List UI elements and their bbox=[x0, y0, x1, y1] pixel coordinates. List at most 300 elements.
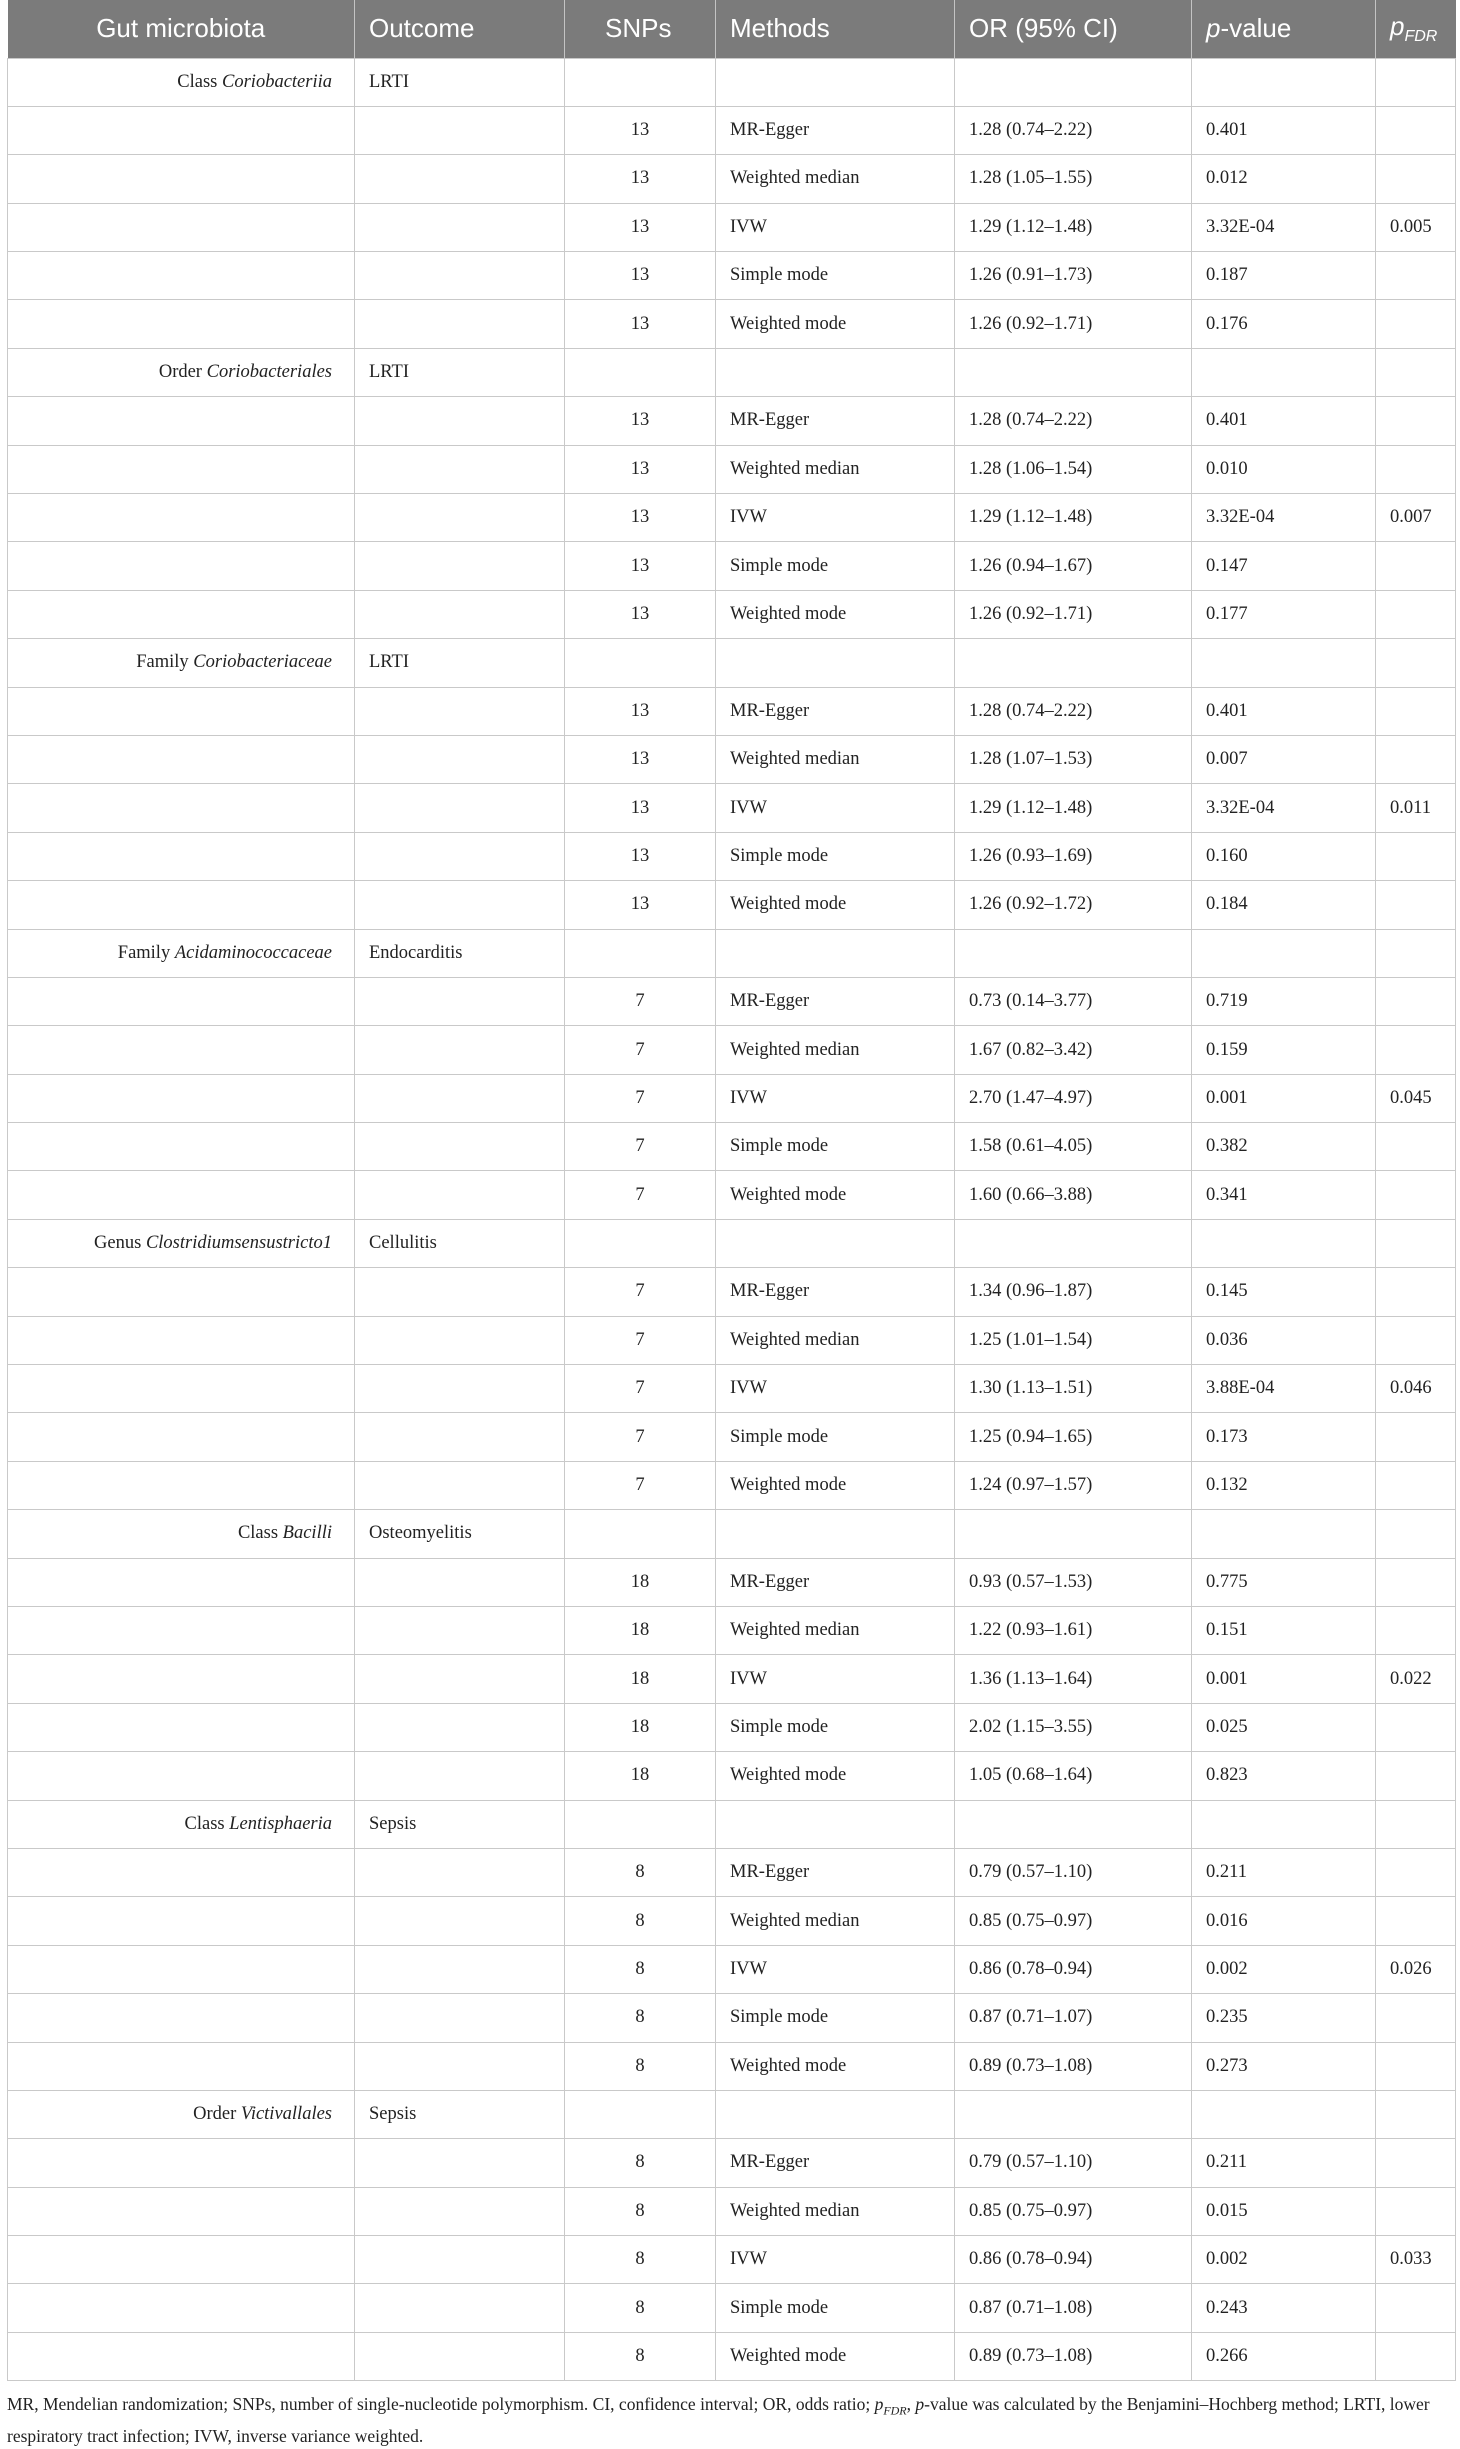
group-header-row bbox=[8, 1800, 1456, 1848]
taxon-name: Lentisphaeria bbox=[229, 1813, 332, 1834]
empty-cell bbox=[8, 2139, 355, 2187]
method-cell: IVW bbox=[716, 784, 955, 832]
pfdr-cell bbox=[1376, 252, 1456, 300]
empty-cell bbox=[8, 977, 355, 1025]
pfdr-cell bbox=[1376, 155, 1456, 203]
taxon-cell bbox=[8, 1510, 355, 1558]
table-row bbox=[8, 590, 1456, 638]
empty-cell bbox=[716, 58, 955, 106]
p-value-cell: 0.002 bbox=[1192, 2236, 1376, 2284]
empty-cell bbox=[355, 2139, 565, 2187]
group-header-row bbox=[8, 348, 1456, 396]
or-ci-cell: 1.25 (1.01–1.54) bbox=[955, 1316, 1192, 1364]
header-methods: Methods bbox=[716, 0, 955, 58]
empty-cell bbox=[8, 1171, 355, 1219]
method-cell: Weighted mode bbox=[716, 1752, 955, 1800]
empty-cell bbox=[8, 735, 355, 783]
mr-results-table bbox=[7, 0, 1456, 2381]
empty-cell bbox=[1192, 58, 1376, 106]
method-cell: MR-Egger bbox=[716, 1268, 955, 1316]
empty-cell bbox=[355, 1026, 565, 1074]
empty-cell bbox=[355, 735, 565, 783]
snps-cell: 13 bbox=[565, 494, 716, 542]
empty-cell bbox=[8, 203, 355, 251]
empty-cell bbox=[8, 1752, 355, 1800]
method-cell: Simple mode bbox=[716, 252, 955, 300]
snps-cell: 8 bbox=[565, 2187, 716, 2235]
p-value-cell: 0.159 bbox=[1192, 1026, 1376, 1074]
empty-cell bbox=[355, 106, 565, 154]
p-value-cell: 0.719 bbox=[1192, 977, 1376, 1025]
table-row bbox=[8, 1897, 1456, 1945]
empty-cell bbox=[565, 2090, 716, 2138]
method-cell: MR-Egger bbox=[716, 1558, 955, 1606]
pfdr-cell: 0.026 bbox=[1376, 1945, 1456, 1993]
or-ci-cell: 1.26 (0.92–1.71) bbox=[955, 300, 1192, 348]
pfdr-cell bbox=[1376, 106, 1456, 154]
empty-cell bbox=[8, 1123, 355, 1171]
empty-cell bbox=[8, 2236, 355, 2284]
empty-cell bbox=[716, 2090, 955, 2138]
p-value-cell: 0.211 bbox=[1192, 2139, 1376, 2187]
empty-cell bbox=[355, 977, 565, 1025]
snps-cell: 13 bbox=[565, 397, 716, 445]
results-table-container bbox=[7, 0, 1455, 2381]
empty-cell bbox=[565, 1800, 716, 1848]
empty-cell bbox=[8, 1994, 355, 2042]
method-cell: Simple mode bbox=[716, 2284, 955, 2332]
pfdr-cell bbox=[1376, 2187, 1456, 2235]
method-cell: Weighted mode bbox=[716, 1171, 955, 1219]
taxon-cell bbox=[8, 639, 355, 687]
table-row bbox=[8, 1945, 1456, 1993]
p-value-cell: 0.184 bbox=[1192, 881, 1376, 929]
empty-cell bbox=[355, 832, 565, 880]
p-value-cell: 0.775 bbox=[1192, 1558, 1376, 1606]
method-cell: Weighted median bbox=[716, 2187, 955, 2235]
method-cell: Weighted median bbox=[716, 155, 955, 203]
snps-cell: 13 bbox=[565, 590, 716, 638]
empty-cell bbox=[355, 1365, 565, 1413]
snps-cell: 13 bbox=[565, 735, 716, 783]
snps-cell: 7 bbox=[565, 1123, 716, 1171]
or-ci-cell: 0.73 (0.14–3.77) bbox=[955, 977, 1192, 1025]
or-ci-cell: 1.30 (1.13–1.51) bbox=[955, 1365, 1192, 1413]
group-header-row bbox=[8, 639, 1456, 687]
or-ci-cell: 0.89 (0.73–1.08) bbox=[955, 2332, 1192, 2380]
taxon-name: Victivallales bbox=[240, 2104, 332, 2125]
or-ci-cell: 1.28 (0.74–2.22) bbox=[955, 397, 1192, 445]
p-value-cell: 0.173 bbox=[1192, 1413, 1376, 1461]
group-header-row bbox=[8, 929, 1456, 977]
table-row bbox=[8, 1703, 1456, 1751]
empty-cell bbox=[716, 1510, 955, 1558]
empty-cell bbox=[955, 1800, 1192, 1848]
p-value-cell: 0.025 bbox=[1192, 1703, 1376, 1751]
table-row bbox=[8, 881, 1456, 929]
or-ci-cell: 1.26 (0.91–1.73) bbox=[955, 252, 1192, 300]
snps-cell: 7 bbox=[565, 1026, 716, 1074]
method-cell: Weighted mode bbox=[716, 881, 955, 929]
empty-cell bbox=[355, 1123, 565, 1171]
or-ci-cell: 1.26 (0.94–1.67) bbox=[955, 542, 1192, 590]
or-ci-cell: 0.87 (0.71–1.07) bbox=[955, 1994, 1192, 2042]
empty-cell bbox=[8, 1461, 355, 1509]
empty-cell bbox=[355, 2236, 565, 2284]
empty-cell bbox=[716, 1219, 955, 1267]
method-cell: Simple mode bbox=[716, 1123, 955, 1171]
empty-cell bbox=[8, 1558, 355, 1606]
p-value-cell: 0.266 bbox=[1192, 2332, 1376, 2380]
or-ci-cell: 0.89 (0.73–1.08) bbox=[955, 2042, 1192, 2090]
outcome-cell: Endocarditis bbox=[355, 929, 565, 977]
or-ci-cell: 0.93 (0.57–1.53) bbox=[955, 1558, 1192, 1606]
table-row bbox=[8, 735, 1456, 783]
header-outcome: Outcome bbox=[355, 0, 565, 58]
or-ci-cell: 1.34 (0.96–1.87) bbox=[955, 1268, 1192, 1316]
p-value-cell: 0.007 bbox=[1192, 735, 1376, 783]
snps-cell: 8 bbox=[565, 2284, 716, 2332]
method-cell: Weighted median bbox=[716, 1607, 955, 1655]
method-cell: IVW bbox=[716, 1074, 955, 1122]
empty-cell bbox=[355, 1461, 565, 1509]
method-cell: IVW bbox=[716, 1945, 955, 1993]
pfdr-cell bbox=[1376, 1994, 1456, 2042]
outcome-cell: Cellulitis bbox=[355, 1219, 565, 1267]
p-value-cell: 0.341 bbox=[1192, 1171, 1376, 1219]
empty-cell bbox=[8, 252, 355, 300]
method-cell: Weighted median bbox=[716, 1026, 955, 1074]
empty-cell bbox=[8, 1945, 355, 1993]
or-ci-cell: 1.36 (1.13–1.64) bbox=[955, 1655, 1192, 1703]
table-row bbox=[8, 252, 1456, 300]
table-row bbox=[8, 1461, 1456, 1509]
taxon-rank: Order bbox=[158, 362, 202, 383]
snps-cell: 13 bbox=[565, 106, 716, 154]
empty-cell bbox=[1376, 639, 1456, 687]
snps-cell: 13 bbox=[565, 252, 716, 300]
empty-cell bbox=[355, 1897, 565, 1945]
pfdr-cell: 0.022 bbox=[1376, 1655, 1456, 1703]
taxon-rank: Genus bbox=[94, 1233, 142, 1254]
empty-cell bbox=[955, 348, 1192, 396]
snps-cell: 8 bbox=[565, 2332, 716, 2380]
snps-cell: 7 bbox=[565, 1171, 716, 1219]
taxon-cell bbox=[8, 929, 355, 977]
snps-cell: 13 bbox=[565, 784, 716, 832]
empty-cell bbox=[8, 1655, 355, 1703]
table-row bbox=[8, 1365, 1456, 1413]
taxon-cell bbox=[8, 58, 355, 106]
pfdr-cell bbox=[1376, 542, 1456, 590]
group-header-row bbox=[8, 1510, 1456, 1558]
table-row bbox=[8, 977, 1456, 1025]
snps-cell: 8 bbox=[565, 2139, 716, 2187]
empty-cell bbox=[1192, 639, 1376, 687]
pfdr-cell bbox=[1376, 445, 1456, 493]
empty-cell bbox=[355, 2042, 565, 2090]
snps-cell: 8 bbox=[565, 1897, 716, 1945]
header-snps: SNPs bbox=[565, 0, 716, 58]
p-value-cell: 0.016 bbox=[1192, 1897, 1376, 1945]
snps-cell: 7 bbox=[565, 1413, 716, 1461]
p-value-cell: 0.001 bbox=[1192, 1074, 1376, 1122]
table-row bbox=[8, 2139, 1456, 2187]
empty-cell bbox=[1376, 929, 1456, 977]
empty-cell bbox=[355, 1945, 565, 1993]
pfdr-cell bbox=[1376, 1316, 1456, 1364]
snps-cell: 7 bbox=[565, 1074, 716, 1122]
taxon-name: Acidaminococcaceae bbox=[174, 942, 332, 963]
empty-cell bbox=[8, 445, 355, 493]
empty-cell bbox=[1376, 1800, 1456, 1848]
snps-cell: 18 bbox=[565, 1558, 716, 1606]
p-value-cell: 0.187 bbox=[1192, 252, 1376, 300]
pfdr-cell: 0.045 bbox=[1376, 1074, 1456, 1122]
table-row bbox=[8, 2236, 1456, 2284]
or-ci-cell: 1.26 (0.92–1.72) bbox=[955, 881, 1192, 929]
method-cell: Simple mode bbox=[716, 542, 955, 590]
p-value-cell: 0.382 bbox=[1192, 1123, 1376, 1171]
or-ci-cell: 1.28 (1.06–1.54) bbox=[955, 445, 1192, 493]
outcome-cell: LRTI bbox=[355, 348, 565, 396]
pfdr-cell bbox=[1376, 881, 1456, 929]
or-ci-cell: 1.26 (0.93–1.69) bbox=[955, 832, 1192, 880]
pfdr-cell bbox=[1376, 1752, 1456, 1800]
empty-cell bbox=[8, 881, 355, 929]
table-row bbox=[8, 832, 1456, 880]
pfdr-cell bbox=[1376, 1268, 1456, 1316]
method-cell: Weighted median bbox=[716, 1316, 955, 1364]
snps-cell: 18 bbox=[565, 1607, 716, 1655]
taxon-name: Coriobacteriales bbox=[206, 362, 332, 383]
method-cell: Weighted mode bbox=[716, 590, 955, 638]
empty-cell bbox=[355, 445, 565, 493]
table-row bbox=[8, 542, 1456, 590]
method-cell: MR-Egger bbox=[716, 1848, 955, 1896]
pfdr-cell: 0.005 bbox=[1376, 203, 1456, 251]
empty-cell bbox=[355, 1316, 565, 1364]
or-ci-cell: 1.29 (1.12–1.48) bbox=[955, 203, 1192, 251]
method-cell: MR-Egger bbox=[716, 687, 955, 735]
p-value-cell: 0.160 bbox=[1192, 832, 1376, 880]
empty-cell bbox=[355, 1994, 565, 2042]
empty-cell bbox=[8, 1026, 355, 1074]
empty-cell bbox=[1376, 58, 1456, 106]
or-ci-cell: 1.60 (0.66–3.88) bbox=[955, 1171, 1192, 1219]
empty-cell bbox=[565, 1510, 716, 1558]
p-value-cell: 0.147 bbox=[1192, 542, 1376, 590]
p-value-cell: 0.401 bbox=[1192, 397, 1376, 445]
empty-cell bbox=[355, 2187, 565, 2235]
table-row bbox=[8, 1268, 1456, 1316]
p-value-cell: 0.002 bbox=[1192, 1945, 1376, 1993]
empty-cell bbox=[8, 300, 355, 348]
snps-cell: 18 bbox=[565, 1655, 716, 1703]
taxon-cell bbox=[8, 1800, 355, 1848]
group-header-row bbox=[8, 2090, 1456, 2138]
empty-cell bbox=[355, 203, 565, 251]
header-gut-microbiota: Gut microbiota bbox=[8, 0, 355, 58]
p-value-cell: 0.015 bbox=[1192, 2187, 1376, 2235]
method-cell: MR-Egger bbox=[716, 2139, 955, 2187]
empty-cell bbox=[1192, 1510, 1376, 1558]
empty-cell bbox=[355, 1752, 565, 1800]
pfdr-cell bbox=[1376, 1461, 1456, 1509]
or-ci-cell: 2.02 (1.15–3.55) bbox=[955, 1703, 1192, 1751]
pfdr-cell bbox=[1376, 590, 1456, 638]
pfdr-cell bbox=[1376, 1558, 1456, 1606]
or-ci-cell: 1.22 (0.93–1.61) bbox=[955, 1607, 1192, 1655]
table-row bbox=[8, 300, 1456, 348]
snps-cell: 13 bbox=[565, 445, 716, 493]
pfdr-cell bbox=[1376, 1897, 1456, 1945]
method-cell: Weighted median bbox=[716, 445, 955, 493]
table-row bbox=[8, 445, 1456, 493]
header-or-ci: OR (95% CI) bbox=[955, 0, 1192, 58]
table-body bbox=[8, 58, 1456, 2381]
method-cell: IVW bbox=[716, 1365, 955, 1413]
or-ci-cell: 1.26 (0.92–1.71) bbox=[955, 590, 1192, 638]
p-value-cell: 3.32E-04 bbox=[1192, 203, 1376, 251]
snps-cell: 13 bbox=[565, 881, 716, 929]
pfdr-cell bbox=[1376, 300, 1456, 348]
pfdr-cell: 0.046 bbox=[1376, 1365, 1456, 1413]
empty-cell bbox=[1376, 1510, 1456, 1558]
empty-cell bbox=[355, 494, 565, 542]
method-cell: Simple mode bbox=[716, 1994, 955, 2042]
pfdr-cell bbox=[1376, 977, 1456, 1025]
outcome-cell: LRTI bbox=[355, 639, 565, 687]
table-row bbox=[8, 1655, 1456, 1703]
or-ci-cell: 1.24 (0.97–1.57) bbox=[955, 1461, 1192, 1509]
method-cell: Simple mode bbox=[716, 1703, 955, 1751]
empty-cell bbox=[1192, 1800, 1376, 1848]
empty-cell bbox=[355, 1655, 565, 1703]
p-value-cell: 3.32E-04 bbox=[1192, 494, 1376, 542]
or-ci-cell: 1.28 (1.07–1.53) bbox=[955, 735, 1192, 783]
table-row bbox=[8, 155, 1456, 203]
taxon-cell bbox=[8, 1219, 355, 1267]
table-row bbox=[8, 784, 1456, 832]
table-row bbox=[8, 397, 1456, 445]
empty-cell bbox=[8, 2284, 355, 2332]
method-cell: Weighted median bbox=[716, 1897, 955, 1945]
table-row bbox=[8, 106, 1456, 154]
group-header-row bbox=[8, 58, 1456, 106]
header-p-value: p-value bbox=[1192, 0, 1376, 58]
table-row bbox=[8, 494, 1456, 542]
snps-cell: 13 bbox=[565, 300, 716, 348]
empty-cell bbox=[1192, 348, 1376, 396]
pfdr-cell bbox=[1376, 2284, 1456, 2332]
empty-cell bbox=[955, 58, 1192, 106]
taxon-rank: Class bbox=[177, 71, 218, 92]
pfdr-cell bbox=[1376, 1123, 1456, 1171]
or-ci-cell: 1.29 (1.12–1.48) bbox=[955, 784, 1192, 832]
snps-cell: 13 bbox=[565, 832, 716, 880]
empty-cell bbox=[955, 1219, 1192, 1267]
snps-cell: 7 bbox=[565, 1461, 716, 1509]
empty-cell bbox=[1192, 929, 1376, 977]
header-pfdr: $p_{FDR}$ bbox=[1376, 0, 1456, 58]
pfdr-cell bbox=[1376, 1026, 1456, 1074]
snps-cell: 7 bbox=[565, 1365, 716, 1413]
empty-cell bbox=[355, 1607, 565, 1655]
empty-cell bbox=[1376, 1219, 1456, 1267]
taxon-cell bbox=[8, 348, 355, 396]
empty-cell bbox=[955, 639, 1192, 687]
empty-cell bbox=[8, 397, 355, 445]
empty-cell bbox=[355, 881, 565, 929]
empty-cell bbox=[8, 1365, 355, 1413]
taxon-name: Clostridiumsensustricto1 bbox=[145, 1233, 332, 1254]
or-ci-cell: 0.85 (0.75–0.97) bbox=[955, 1897, 1192, 1945]
p-value-cell: 3.32E-04 bbox=[1192, 784, 1376, 832]
p-value-cell: 0.235 bbox=[1192, 1994, 1376, 2042]
or-ci-cell: 1.25 (0.94–1.65) bbox=[955, 1413, 1192, 1461]
empty-cell bbox=[8, 1074, 355, 1122]
empty-cell bbox=[1192, 2090, 1376, 2138]
table-row bbox=[8, 1316, 1456, 1364]
empty-cell bbox=[8, 1848, 355, 1896]
or-ci-cell: 1.05 (0.68–1.64) bbox=[955, 1752, 1192, 1800]
empty-cell bbox=[8, 1703, 355, 1751]
p-value-cell: 0.145 bbox=[1192, 1268, 1376, 1316]
empty-cell bbox=[8, 687, 355, 735]
taxon-cell bbox=[8, 2090, 355, 2138]
table-footnote: MR, Mendelian randomization; SNPs, number of single-nucleotide polymorphism. CI, confidence interval; OR, odds ratio; $p_{FDR}$, p-value was calculated by the Benjamini–Hochberg method; LRTI, lower respiratory tract infection; IVW, inverse variance weighted. bbox=[7, 2394, 1430, 2446]
empty-cell bbox=[355, 2332, 565, 2380]
p-value-cell: 0.010 bbox=[1192, 445, 1376, 493]
snps-cell: 18 bbox=[565, 1752, 716, 1800]
taxon-name: Coriobacteriia bbox=[222, 71, 332, 92]
empty-cell bbox=[8, 2332, 355, 2380]
outcome-cell: LRTI bbox=[355, 58, 565, 106]
snps-cell: 7 bbox=[565, 1268, 716, 1316]
empty-cell bbox=[355, 1558, 565, 1606]
empty-cell bbox=[355, 687, 565, 735]
or-ci-cell: 0.86 (0.78–0.94) bbox=[955, 1945, 1192, 1993]
snps-cell: 7 bbox=[565, 1316, 716, 1364]
empty-cell bbox=[355, 397, 565, 445]
or-ci-cell: 1.29 (1.12–1.48) bbox=[955, 494, 1192, 542]
p-value-cell: 0.401 bbox=[1192, 687, 1376, 735]
table-row bbox=[8, 203, 1456, 251]
empty-cell bbox=[565, 58, 716, 106]
pfdr-cell: 0.011 bbox=[1376, 784, 1456, 832]
method-cell: MR-Egger bbox=[716, 397, 955, 445]
empty-cell bbox=[8, 784, 355, 832]
empty-cell bbox=[716, 929, 955, 977]
empty-cell bbox=[8, 2187, 355, 2235]
pfdr-cell bbox=[1376, 1413, 1456, 1461]
pfdr-cell bbox=[1376, 1607, 1456, 1655]
method-cell: Weighted mode bbox=[716, 1461, 955, 1509]
p-value-cell: 0.273 bbox=[1192, 2042, 1376, 2090]
p-value-cell: 0.151 bbox=[1192, 1607, 1376, 1655]
or-ci-cell: 0.86 (0.78–0.94) bbox=[955, 2236, 1192, 2284]
table-row bbox=[8, 1558, 1456, 1606]
group-header-row bbox=[8, 1219, 1456, 1267]
method-cell: IVW bbox=[716, 2236, 955, 2284]
empty-cell bbox=[565, 1219, 716, 1267]
snps-cell: 8 bbox=[565, 2236, 716, 2284]
p-value-cell: 0.001 bbox=[1192, 1655, 1376, 1703]
table-row bbox=[8, 687, 1456, 735]
p-value-cell: 0.012 bbox=[1192, 155, 1376, 203]
or-ci-cell: 0.87 (0.71–1.08) bbox=[955, 2284, 1192, 2332]
